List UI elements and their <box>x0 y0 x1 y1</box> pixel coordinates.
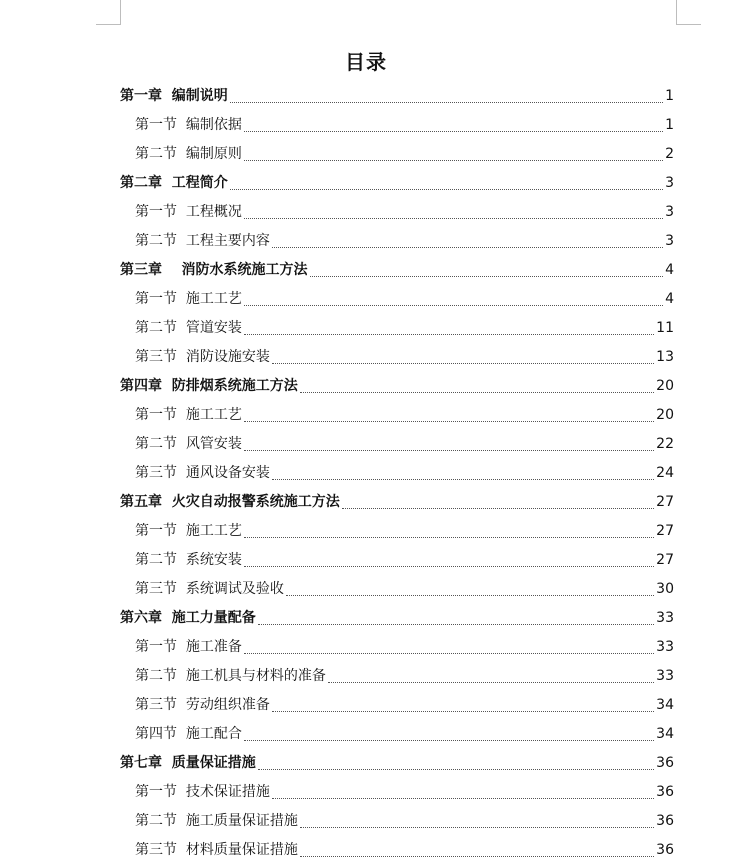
toc-dot-leader <box>244 537 654 538</box>
toc-dot-leader <box>244 653 654 654</box>
toc-entry-label: 第三节 材料质量保证措施 <box>135 842 298 858</box>
toc-dot-leader <box>300 856 654 857</box>
toc-entry-label: 第七章 质量保证措施 <box>120 755 256 771</box>
toc-dot-leader <box>300 827 654 828</box>
toc-dot-leader <box>300 392 654 393</box>
toc-entry-label: 第一节 工程概况 <box>135 204 242 220</box>
toc-dot-leader <box>258 624 654 625</box>
toc-dot-leader <box>286 595 654 596</box>
toc-dot-leader <box>244 450 654 451</box>
toc-page-number: 4 <box>665 262 674 278</box>
page-corner-mark-top-left <box>96 0 121 25</box>
toc-section-entry[interactable] <box>120 803 674 832</box>
toc-chapter-entry[interactable] <box>120 252 674 281</box>
toc-page-number: 3 <box>665 175 674 191</box>
toc-entry-label: 第二节 工程主要内容 <box>135 233 270 249</box>
toc-page-number: 27 <box>656 494 674 510</box>
toc-section-entry[interactable] <box>120 658 674 687</box>
toc-dot-leader <box>230 189 663 190</box>
toc-entry-label: 第一节 技术保证措施 <box>135 784 270 800</box>
toc-page-number: 13 <box>656 349 674 365</box>
toc-entry-label: 第二节 编制原则 <box>135 146 242 162</box>
toc-entry-label: 第二章 工程简介 <box>120 175 228 191</box>
toc-dot-leader <box>244 740 654 741</box>
toc-page-number: 3 <box>665 233 674 249</box>
toc-section-entry[interactable] <box>120 513 674 542</box>
toc-dot-leader <box>230 102 663 103</box>
toc-page-number: 3 <box>665 204 674 220</box>
toc-page-number: 33 <box>656 668 674 684</box>
toc-entry-label: 第一节 编制依据 <box>135 117 242 133</box>
toc-page-number: 27 <box>656 523 674 539</box>
toc-dot-leader <box>244 421 654 422</box>
toc-dot-leader <box>272 711 654 712</box>
toc-entry-label: 第一节 施工工艺 <box>135 407 242 423</box>
toc-section-entry[interactable] <box>120 629 674 658</box>
toc-chapter-entry[interactable] <box>120 368 674 397</box>
toc-section-entry[interactable] <box>120 687 674 716</box>
toc-section-entry[interactable] <box>120 194 674 223</box>
toc-page-number: 34 <box>656 697 674 713</box>
toc-section-entry[interactable] <box>120 107 674 136</box>
toc-section-entry[interactable] <box>120 310 674 339</box>
toc-dot-leader <box>244 566 654 567</box>
toc-page-number: 36 <box>656 842 674 858</box>
toc-section-entry[interactable] <box>120 397 674 426</box>
toc-section-entry[interactable] <box>120 426 674 455</box>
toc-chapter-entry[interactable] <box>120 165 674 194</box>
toc-page-number: 27 <box>656 552 674 568</box>
toc-entry-label: 第三节 劳动组织准备 <box>135 697 270 713</box>
toc-page-number: 33 <box>656 639 674 655</box>
toc-dot-leader <box>244 218 663 219</box>
toc-section-entry[interactable] <box>120 136 674 165</box>
toc-title: 目录 <box>345 50 387 74</box>
toc-page-number: 11 <box>656 320 674 336</box>
toc-entry-label: 第三节 系统调试及验收 <box>135 581 284 597</box>
toc-section-entry[interactable] <box>120 716 674 745</box>
toc-entry-label: 第四节 施工配合 <box>135 726 242 742</box>
toc-page-number: 34 <box>656 726 674 742</box>
toc-chapter-entry[interactable] <box>120 745 674 774</box>
toc-dot-leader <box>328 682 654 683</box>
toc-section-entry[interactable] <box>120 455 674 484</box>
toc-entry-label: 第一节 施工工艺 <box>135 523 242 539</box>
toc-page-number: 36 <box>656 813 674 829</box>
toc-dot-leader <box>244 334 654 335</box>
toc-entry-label: 第三章 消防水系统施工方法 <box>120 262 308 278</box>
toc-entry-label: 第一节 施工准备 <box>135 639 242 655</box>
toc-page-number: 20 <box>656 378 674 394</box>
toc-section-entry[interactable] <box>120 281 674 310</box>
toc-page-number: 2 <box>665 146 674 162</box>
toc-entry-label: 第二节 系统安装 <box>135 552 242 568</box>
toc-dot-leader <box>258 769 654 770</box>
toc-dot-leader <box>272 247 663 248</box>
toc-chapter-entry[interactable] <box>120 484 674 513</box>
toc-dot-leader <box>244 305 663 306</box>
toc-entry-label: 第三节 通风设备安装 <box>135 465 270 481</box>
toc-section-entry[interactable] <box>120 339 674 368</box>
toc-chapter-entry[interactable] <box>120 600 674 629</box>
toc-dot-leader <box>272 798 654 799</box>
toc-page-number: 4 <box>665 291 674 307</box>
toc-page-number: 36 <box>656 755 674 771</box>
toc-chapter-entry[interactable] <box>120 78 674 107</box>
toc-entry-label: 第五章 火灾自动报警系统施工方法 <box>120 494 340 510</box>
toc-dot-leader <box>310 276 664 277</box>
toc-entry-label: 第二节 施工质量保证措施 <box>135 813 298 829</box>
table-of-contents <box>120 78 674 861</box>
toc-page-number: 22 <box>656 436 674 452</box>
toc-page-number: 33 <box>656 610 674 626</box>
toc-page-number: 1 <box>665 88 674 104</box>
toc-section-entry[interactable] <box>120 571 674 600</box>
toc-dot-leader <box>342 508 654 509</box>
toc-section-entry[interactable] <box>120 774 674 803</box>
toc-dot-leader <box>272 479 654 480</box>
toc-page-number: 30 <box>656 581 674 597</box>
toc-entry-label: 第四章 防排烟系统施工方法 <box>120 378 298 394</box>
toc-section-entry[interactable] <box>120 832 674 861</box>
toc-entry-label: 第二节 管道安装 <box>135 320 242 336</box>
toc-entry-label: 第二节 施工机具与材料的准备 <box>135 668 326 684</box>
toc-section-entry[interactable] <box>120 223 674 252</box>
toc-section-entry[interactable] <box>120 542 674 571</box>
toc-entry-label: 第三节 消防设施安装 <box>135 349 270 365</box>
toc-page-number: 20 <box>656 407 674 423</box>
toc-page-number: 1 <box>665 117 674 133</box>
toc-page-number: 24 <box>656 465 674 481</box>
toc-dot-leader <box>244 160 663 161</box>
toc-page-number: 36 <box>656 784 674 800</box>
toc-entry-label: 第一节 施工工艺 <box>135 291 242 307</box>
toc-entry-label: 第二节 风管安装 <box>135 436 242 452</box>
page-corner-mark-top-right <box>676 0 701 25</box>
toc-entry-label: 第六章 施工力量配备 <box>120 610 256 626</box>
toc-entry-label: 第一章 编制说明 <box>120 88 228 104</box>
toc-dot-leader <box>272 363 654 364</box>
toc-dot-leader <box>244 131 663 132</box>
